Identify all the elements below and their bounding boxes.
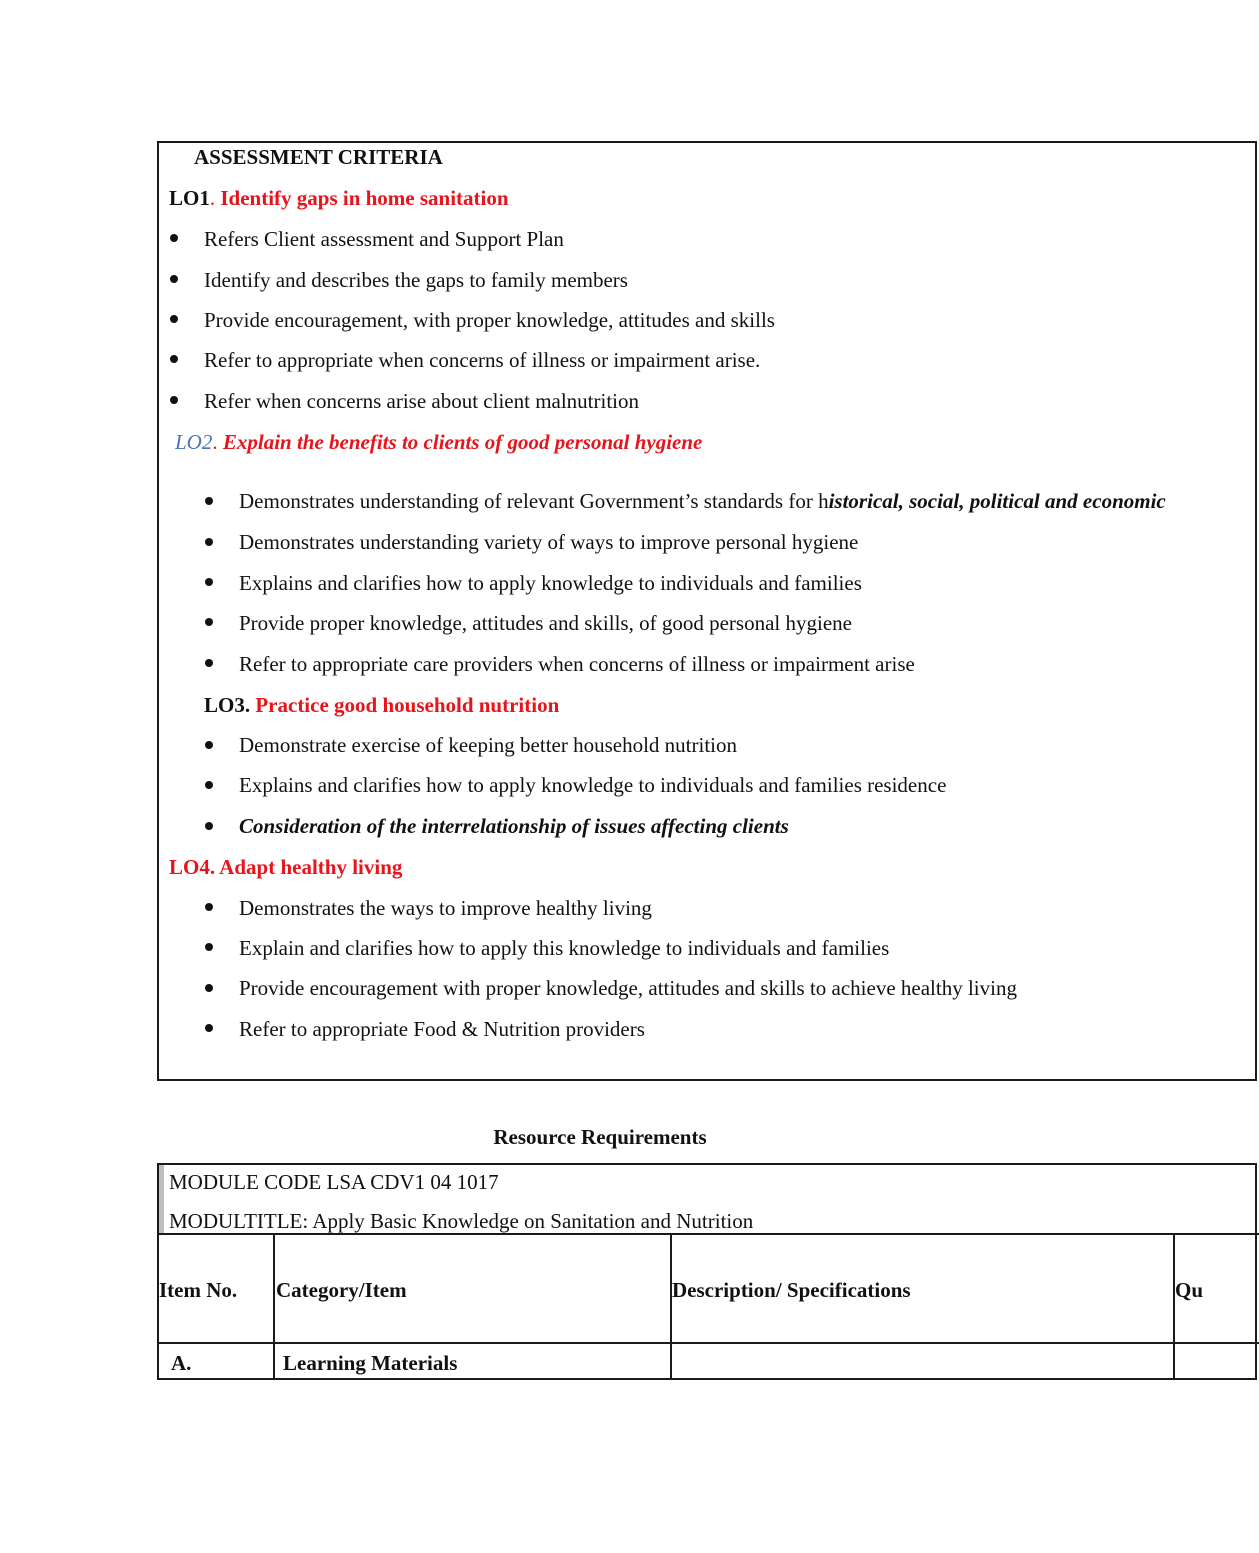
bullet-icon bbox=[205, 903, 213, 911]
module-code: MODULE CODE LSA CDV1 04 1017 bbox=[169, 1170, 499, 1194]
row-item-no: A. bbox=[171, 1351, 192, 1375]
lo4-heading bbox=[169, 855, 402, 879]
bullet-icon bbox=[205, 1024, 213, 1032]
header-description: Description/ Specifications bbox=[672, 1278, 911, 1302]
lo2-item: Refer to appropriate care providers when concerns of illness or impairment arise bbox=[239, 652, 915, 676]
bullet-icon bbox=[205, 497, 213, 505]
bullet-icon bbox=[205, 618, 213, 626]
bullet-icon bbox=[205, 538, 213, 546]
lo1-heading bbox=[169, 186, 509, 210]
lo4-item: Demonstrates the ways to improve healthy living bbox=[239, 896, 652, 920]
lo3-item: Explains and clarifies how to apply knowledge to individuals and families residence bbox=[239, 773, 947, 797]
lo2-item-standards bbox=[239, 489, 1166, 513]
lo2-title: Explain the benefits to clients of good personal hygiene bbox=[222, 430, 703, 454]
header-item-no: Item No. bbox=[159, 1278, 238, 1302]
lo3-code: LO3. bbox=[204, 693, 251, 717]
lo2-code: LO2 bbox=[175, 430, 213, 454]
lo1-item: Provide encouragement, with proper knowledge, attitudes and skills bbox=[204, 308, 775, 332]
lo2-sep: . bbox=[212, 430, 218, 454]
lo1-item: Identify and describes the gaps to family members bbox=[204, 268, 628, 292]
table-divider bbox=[1173, 1233, 1175, 1380]
header-quantity: Qu bbox=[1175, 1278, 1204, 1302]
lo1-title: Identify gaps in home sanitation bbox=[220, 186, 509, 210]
resource-requirements-title: Resource Requirements bbox=[493, 1125, 707, 1149]
bullet-icon bbox=[205, 578, 213, 586]
bullet-icon bbox=[205, 943, 213, 951]
module-row-marker bbox=[159, 1165, 164, 1233]
lo3-heading bbox=[204, 693, 559, 717]
lo2-item: Provide proper knowledge, attitudes and skills, of good personal hygiene bbox=[239, 611, 852, 635]
lo2-item: Explains and clarifies how to apply knowledge to individuals and families bbox=[239, 571, 862, 595]
lo4-item: Explain and clarifies how to apply this knowledge to individuals and families bbox=[239, 936, 890, 960]
bullet-icon bbox=[170, 355, 178, 363]
bullet-icon bbox=[170, 396, 178, 404]
lo2-item: Demonstrates understanding variety of ways to improve personal hygiene bbox=[239, 530, 859, 554]
lo2-item1-emph: istorical, social, political and economic bbox=[828, 489, 1166, 513]
lo4-item: Provide encouragement with proper knowledge, attitudes and skills to achieve healthy living bbox=[239, 976, 1017, 1000]
bullet-icon bbox=[205, 984, 213, 992]
bullet-icon bbox=[170, 234, 178, 242]
lo2-heading bbox=[175, 430, 702, 454]
lo3-emph-item: Consideration of the interrelationship of issues affecting clients bbox=[239, 814, 789, 838]
table-divider bbox=[159, 1342, 1259, 1344]
lo3-item: Demonstrate exercise of keeping better household nutrition bbox=[239, 733, 738, 757]
module-title: MODULTITLE: Apply Basic Knowledge on Sanitation and Nutrition bbox=[169, 1209, 754, 1233]
bullet-icon bbox=[170, 315, 178, 323]
table-divider bbox=[670, 1233, 672, 1380]
lo1-item: Refer when concerns arise about client malnutrition bbox=[204, 389, 640, 413]
table-divider bbox=[273, 1233, 275, 1380]
bullet-icon bbox=[205, 659, 213, 667]
bullet-icon bbox=[170, 275, 178, 283]
criteria-title: ASSESSMENT CRITERIA bbox=[194, 145, 443, 169]
lo4-code: LO4 bbox=[169, 855, 210, 879]
lo3-title: Practice good household nutrition bbox=[255, 693, 560, 717]
bullet-icon bbox=[205, 781, 213, 789]
row-category: Learning Materials bbox=[283, 1351, 458, 1375]
lo1-item: Refer to appropriate when concerns of illness or impairment arise. bbox=[204, 348, 761, 372]
lo4-title: . Adapt healthy living bbox=[209, 855, 403, 879]
lo1-code: LO1 bbox=[169, 186, 210, 210]
lo1-sep: . bbox=[209, 186, 216, 210]
lo1-item: Refers Client assessment and Support Plan bbox=[204, 227, 564, 251]
bullet-icon bbox=[205, 741, 213, 749]
bullet-icon bbox=[205, 822, 213, 830]
header-category: Category/Item bbox=[276, 1278, 407, 1302]
lo4-item: Refer to appropriate Food & Nutrition providers bbox=[239, 1017, 645, 1041]
lo2-item1-prefix: Demonstrates understanding of relevant Government’s standards for h bbox=[239, 489, 829, 513]
resource-table bbox=[157, 1163, 1257, 1380]
